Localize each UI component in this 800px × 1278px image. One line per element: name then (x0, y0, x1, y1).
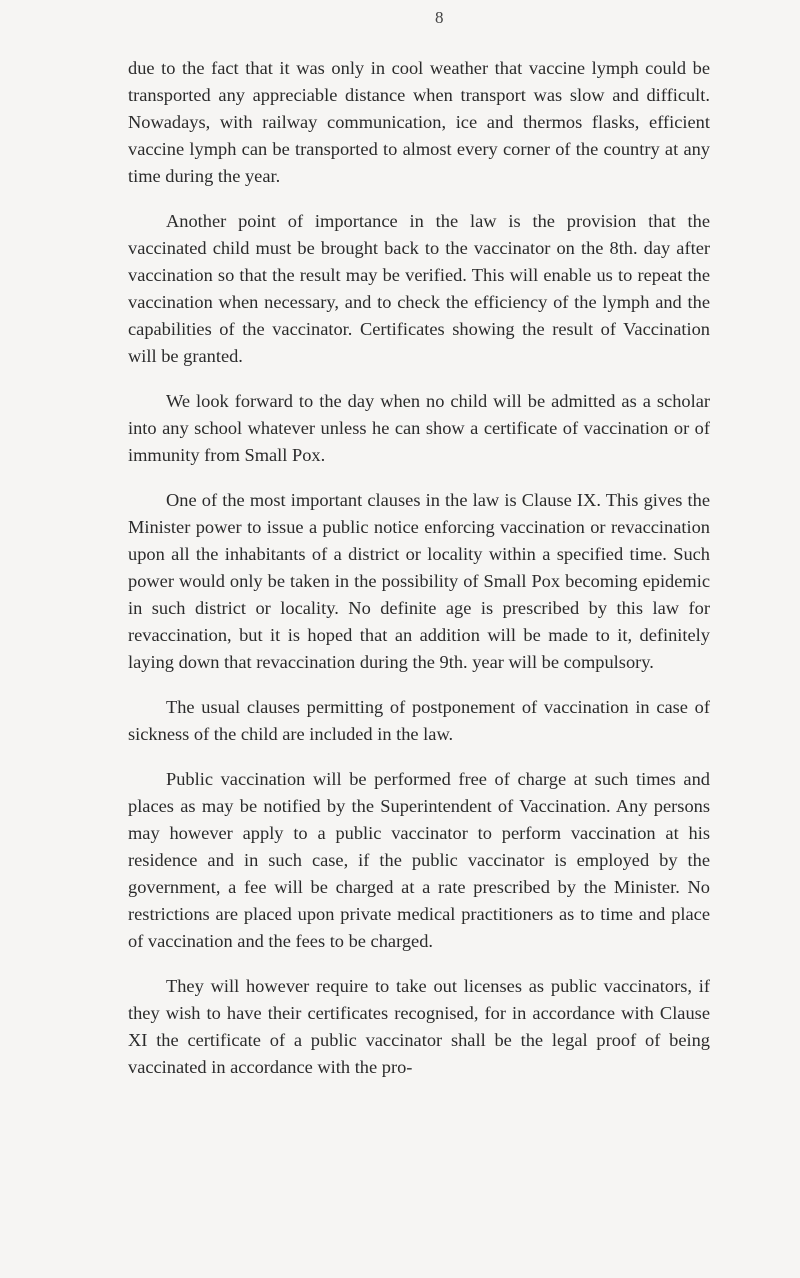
paragraph: We look forward to the day when no child will be admitted as a scholar into any school whatever unless he can show a certificate of vaccination or of immunity from Small Pox. (128, 391, 710, 465)
body-text (128, 55, 710, 1099)
paragraph: One of the most important clauses in the law is Clause IX. This gives the Minister power to issue a public notice enforcing vaccination or revaccination upon all the inhabitants of a district or locality within a specified time. Such power would only be taken in the possibility of Small Pox becoming epidemic in such district or locality. No definite age is prescribed by this law for revaccination, but it is hoped that an addition will be made to it, definitely laying down that revaccination during the 9th. year will be compulsory. (128, 490, 710, 672)
paragraph: due to the fact that it was only in cool weather that vaccine lymph could be transported any appreciable distance when transport was slow and difficult. Nowadays, with railway communication, ice and thermos flasks, efficient vaccine lymph can be transported to almost every corner of the country at any time during the year. (128, 58, 710, 186)
paragraph: The usual clauses permitting of postponement of vaccination in case of sickness of the child are included in the law. (128, 697, 710, 744)
paragraph: Public vaccination will be performed free of charge at such times and places as may be notified by the Superintendent of Vaccination. Any persons may however apply to a public vaccinator to perform vaccination at his residence and in such case, if the public vaccinator is employed by the government, a fee will be charged at a rate prescribed by the Minister. No restrictions are placed upon private medical practitioners as to time and place of vaccination and the fees to be charged. (128, 769, 710, 951)
paragraph: They will however require to take out licenses as public vaccinators, if they wish to have their certificates recognised, for in accordance with Clause XI the certificate of a public vaccinator shall be the legal proof of being vaccinated in accordance with the pro- (128, 976, 710, 1077)
page-number: 8 (435, 8, 444, 27)
paragraph: Another point of importance in the law is the provision that the vaccinated child must be brought back to the vaccinator on the 8th. day after vaccination so that the result may be verified. This will enable us to repeat the vaccination when necessary, and to check the efficiency of the lymph and the capabilities of the vaccinator. Certificates showing the result of Vaccination will be granted. (128, 211, 710, 366)
